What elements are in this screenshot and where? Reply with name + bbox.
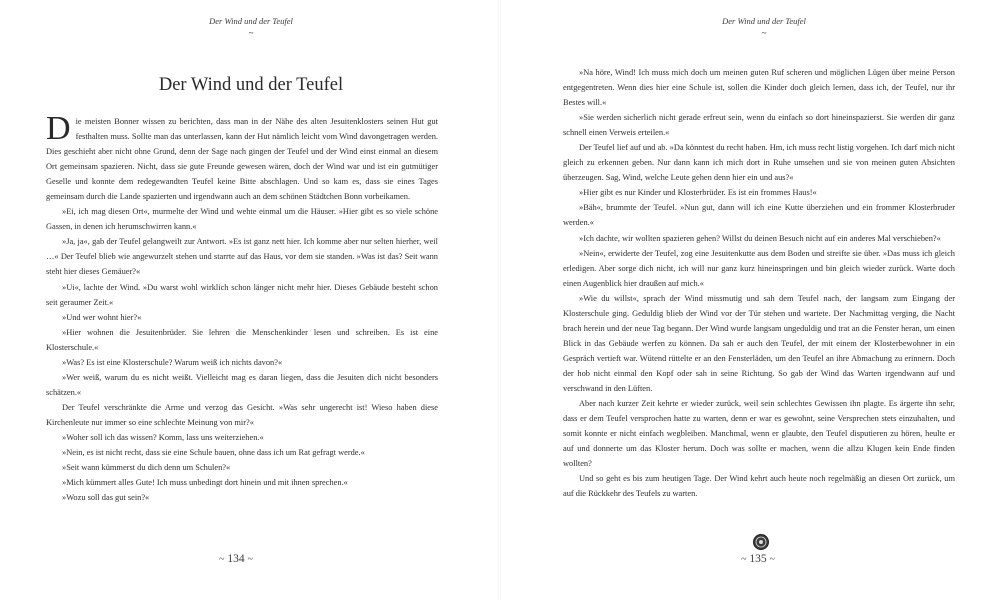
- chapter-title: Der Wind und der Teufel: [158, 75, 344, 96]
- paragraph: »Ui«, lachte der Wind. »Du warst wohl wirklich schon länger nicht mehr hier. Dieses Gebäude besteht schon seit geraumer Zeit.«: [46, 282, 438, 307]
- paragraph: »Und wer wohnt hier?«: [62, 312, 142, 322]
- folio-ornament-left: ~: [219, 554, 225, 565]
- paragraph: »Was? Es ist eine Klosterschule? Warum weiß ich nichts davon?«: [62, 357, 283, 367]
- folio-ornament-right: ~: [769, 554, 775, 565]
- paragraph: »Woher soll ich das wissen? Komm, lass uns weiterziehen.«: [62, 432, 264, 442]
- page-number-left: [196, 553, 276, 565]
- page-number: 135: [749, 553, 767, 565]
- running-head-ornament: ~: [248, 28, 254, 38]
- first-paragraph-text: ie meisten Bonner wissen zu berichten, dass man in der Nähe des alten Jesuitenklosters seinen Hut gut festhalten muss. Sollte man das unterlassen, kann der Hut nämlich leicht vom Wind davongetragen werden. Dies geschieht aber nicht ohne Grund, denn der Sage nach gingen der Teufel und der Wind einst einmal an diesem Ort gemeinsam spazieren. Nicht, dass sie gute Freunde gewesen wären, doch der Wind war und ist ein gutmütiger Geselle und konnte dem redegewandten Teufel keine Bitte abschlagen. Und so kam es, dass sie eines Tages gemeinsam durch die Lande spazierten und irgendwann auch an dem schönen Städtchen Bonn vorbeikamen.: [46, 117, 438, 202]
- paragraph: »Ich dachte, wir wollten spazieren gehen? Willst du deinen Besuch nicht auf ein anderes Mal verschieben?«: [579, 233, 941, 243]
- paragraph: Und so geht es bis zum heutigen Tage. Der Wind kehrt auch heute noch regelmäßig an diesen Ort zurück, um auf die Rückkehr des Teufels zu warten.: [563, 474, 955, 499]
- paragraph: Aber nach kurzer Zeit kehrte er wieder zurück, weil sein schlechtes Gewissen ihn plagte. Es ärgerte ihn sehr, dass er dem Teufel versprochen hatte zu warten, denn er war es gewohnt, seine Versprechen stets einzuhalten, und somit konnte er nicht einfach wegbleiben. Manchmal, wenn er glaubte, den Teufel disputieren zu hören, heulte er auf und donnerte um das Kloster herum. Doch was sollte er machen, wenn die allzu Klugen kein Ende finden wollten?: [563, 399, 955, 469]
- drop-cap: D: [46, 110, 71, 147]
- paragraph: »Bäh«, brummte der Teufel. »Nun gut, dann will ich eine Kutte überziehen und ein frommer Klosterbruder werden.«: [563, 203, 955, 228]
- folio-ornament-right: ~: [247, 554, 253, 565]
- running-head-title: Der Wind und der Teufel: [209, 16, 293, 26]
- running-head-ornament: ~: [761, 28, 767, 38]
- paragraph: »Sie werden sicherlich nicht gerade erfreut sein, wenn du einfach so dort hineinspazierst. Sie werden dir ganz schnell einen Verweis erteilen.«: [563, 113, 955, 138]
- paragraph: »Ja, ja«, gab der Teufel gelangweilt zur Antwort. »Es ist ganz nett hier. Ich komme aber nur selten hierher, weil …« Der Teufel blieb wie angewurzelt stehen und starrte auf das Haus, vor dem sie standen. »Was ist das? Seit wann steht hier dieses Gemäuer?«: [46, 237, 438, 277]
- running-head-title: Der Wind und der Teufel: [722, 16, 806, 26]
- paragraph: »Nein, es ist nicht recht, dass sie eine Schule bauen, ohne dass ich um Rat gefragt werde.«: [62, 448, 365, 458]
- left-body-text: [46, 110, 438, 505]
- paragraph: »Nein«, erwiderte der Teufel, zog eine Jesuitenkutte aus dem Boden und streifte sie über. »Das muss ich gleich erledigen. Aber sorge dich nicht, ich will nur ganz kurz hineinspringen und bin gleich wieder zurück. Warte doch einen Augenblick hier draußen auf mich.«: [563, 248, 955, 288]
- paragraph: »Ei, ich mag diesen Ort«, murmelte der Wind und wehte einmal um die Häuser. »Hier gibt es so viele schöne Gassen, in denen ich herumschwirren kann.«: [46, 207, 438, 232]
- page-number: 134: [227, 553, 245, 565]
- book-gutter: [498, 0, 501, 600]
- paragraph: »Seit wann kümmerst du dich denn um Schulen?«: [62, 463, 231, 473]
- paragraph: »Wer weiß, warum du es nicht weißt. Vielleicht mag es daran liegen, dass die Jesuiten dich nicht besonders schätzen.«: [46, 372, 438, 397]
- paragraph: »Wozu soll das gut sein?«: [62, 493, 150, 503]
- paragraph: Der Teufel verschränkte die Arme und verzog das Gesicht. »Was sehr ungerecht ist! Wieso haben diese Kirchenleute nur immer so eine schlechte Meinung von mir?«: [46, 402, 438, 427]
- paragraph: »Hier wohnen die Jesuitenbrüder. Sie lehren die Menschenkinder lesen und schreiben. Es ist eine Klosterschule.«: [46, 327, 438, 352]
- paragraph: Der Teufel lief auf und ab. »Da könntest du recht haben. Hm, ich muss recht listig vorgehen. Ich darf mich nicht gleich zu erkennen geben. Nur dann kann ich mich dort in Ruhe umsehen und sie von meinen guten Absichten überzeugen. Sag, Wind, welche Leute gehen denn hier ein und aus?«: [563, 143, 955, 183]
- folio-ornament-left: ~: [741, 554, 747, 565]
- paragraph: »Mich kümmert alles Gute! Ich muss unbedingt dort hinein und mit ihnen sprechen.«: [62, 478, 348, 488]
- first-paragraph: [46, 110, 438, 204]
- running-head-left: [137, 16, 365, 37]
- paragraph: »Hier gibt es nur Kinder und Klosterbrüder. Es ist ein frommes Haus!«: [579, 188, 817, 198]
- paragraph: »Wie du willst«, sprach der Wind missmutig und sah dem Teufel nach, der langsam zum Eingang der Klosterschule ging. Geduldig blieb der Wind vor der Tür stehen und wartete. Der Nachmittag verging, die Nacht brach herein und der neue Tag begann. Der Wind wurde langsam ungeduldig und trat an die Fenster heran, um einen Blick in das Gebäude werfen zu können. Da sah er auch den Teufel, der mit einem der Klosterbewohner in ein Gespräch vertieft war. Wütend rüttelte er an den Fensterläden, um den Teufel an ihre Abmachung zu erinnern. Doch der hob nicht einmal den Kopf oder sah in seine Richtung. So gab der Wind das Warten irgendwann auf und verschwand in den Lüften.: [563, 293, 955, 393]
- paragraph: »Na höre, Wind! Ich muss mich doch um meinen guten Ruf scheren und möglichen Lügen über meine Person entgegentreten. Wenn dies hier eine Schule ist, sollen die Kinder doch gleich lernen, dass ich, der Teufel, nur ihr Bestes will.«: [563, 68, 955, 108]
